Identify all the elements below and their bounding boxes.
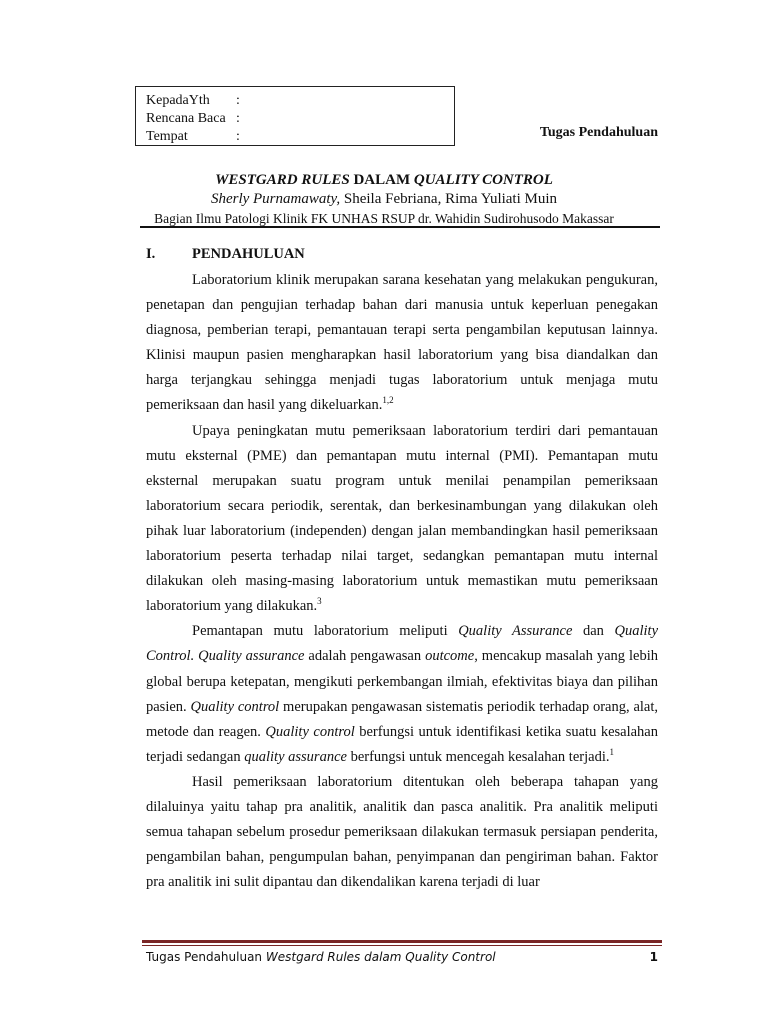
footer-divider-thick bbox=[142, 940, 662, 943]
italic-term: Quality control bbox=[190, 698, 280, 715]
body-text bbox=[146, 268, 658, 895]
authors bbox=[0, 190, 768, 209]
text-run: merupakan pengawasan sistematis periodik terhadap orang, alat, metode dan reagen. bbox=[146, 698, 658, 740]
paragraph-2 bbox=[146, 419, 658, 620]
title-part-qc: QUALITY CONTROL bbox=[413, 172, 553, 188]
italic-term: Quality control bbox=[265, 723, 355, 740]
citation: 1 bbox=[609, 746, 614, 757]
info-row-rencana-baca bbox=[146, 110, 444, 128]
info-label: KepadaYth bbox=[146, 93, 210, 108]
info-colon: : bbox=[236, 111, 240, 126]
italic-term: Quality Assurance bbox=[458, 623, 573, 640]
text-run: berfungsi untuk mencegah kesalahan terjadi. bbox=[346, 748, 610, 765]
title-block bbox=[0, 170, 768, 228]
footer-italic-title: Westgard Rules dalam Quality Control bbox=[265, 950, 496, 964]
info-label: Rencana Baca bbox=[146, 111, 226, 126]
section-title: PENDAHULUAN bbox=[192, 246, 305, 262]
other-authors: Sheila Febriana, Rima Yuliati Muin bbox=[340, 191, 558, 207]
citation: 1,2 bbox=[382, 395, 394, 406]
italic-term: quality assurance bbox=[244, 748, 347, 765]
footer-label: Tugas Pendahuluan bbox=[146, 950, 263, 964]
paragraph-1 bbox=[146, 268, 658, 419]
footer-title bbox=[146, 950, 496, 964]
page-number: 1 bbox=[649, 950, 658, 964]
title-part-westgard: WESTGARD RULES bbox=[215, 172, 350, 188]
citation: 3 bbox=[317, 596, 322, 607]
paragraph-text: Hasil pemeriksaan laboratorium ditentukan oleh beberapa tahapan yang dilaluinya yaitu tahap pra analitik, analitik dan pasca analitik. Pra analitik meliputi semua tahapan sebelum prosedur pemeriksaan dilakukan termasuk persiapan penderita, pengambilan bahan, pengumpulan bahan, penyimpanan dan pengiriman bahan. Faktor pra analitik ini sulit dipantau dan dikendalikan karena terjadi di luar bbox=[146, 773, 658, 891]
italic-term: outcome bbox=[425, 648, 475, 665]
info-row-tempat bbox=[146, 128, 444, 146]
paragraph-3 bbox=[146, 619, 658, 770]
section-heading bbox=[146, 246, 305, 263]
paragraph-text: Laboratorium klinik merupakan sarana kesehatan yang melakukan pengukuran, penetapan dan pengujian terhadap bahan dari manusia untuk keperluan penegakan diagnosa, pemberian terapi, pemantauan terapi serta pengambilan keputusan lainnya. Klinisi maupun pasien mengharapkan hasil laboratorium yang bisa diandalkan dan harga terjangkau sehingga menjadi tugas laboratorium untuk menjaga mutu pemeriksaan dan hasil yang dikeluarkan. bbox=[146, 272, 658, 414]
paragraph-text: Upaya peningkatan mutu pemeriksaan laboratorium terdiri dari pemantauan mutu eksternal (PME) dan pemantapan mutu internal (PMI). Pemantapan mutu eksternal merupakan suatu program untuk menilai penampilan pemeriksaan laboratorium secara periodik, serentak, dan berkesinambungan yang dilakukan oleh pihak luar laboratorium (independen) dengan jalan membandingkan hasil pemeriksaan laboratorium peserta terhadap nilai target, sedangkan pemantapan mutu internal dilakukan oleh masing-masing laboratorium untuk memastikan mutu pemeriksaan laboratorium yang dilakukan. bbox=[146, 422, 658, 615]
title-part-dalam: DALAM bbox=[349, 172, 414, 188]
first-author: Sherly Purnamawaty, bbox=[210, 191, 341, 207]
section-number: I. bbox=[146, 246, 156, 262]
document-type-label: Tugas Pendahuluan bbox=[539, 125, 658, 140]
affiliation: Bagian Ilmu Patologi Klinik FK UNHAS RSUP dr. Wahidin Sudirohusodo Makassar bbox=[154, 211, 614, 226]
info-label: Tempat bbox=[146, 129, 188, 144]
document-title bbox=[0, 170, 768, 190]
text-run: berfungsi untuk identifikasi ketika suatu kesalahan terjadi sedangan bbox=[146, 723, 658, 765]
text-run: adalah pengawasan bbox=[304, 648, 426, 665]
italic-term: Quality Control. Quality assurance bbox=[146, 623, 659, 665]
paragraph-4 bbox=[146, 770, 658, 895]
info-row-kepada bbox=[146, 92, 444, 110]
page-footer bbox=[146, 950, 658, 964]
header-divider bbox=[140, 226, 660, 228]
footer-divider-thin bbox=[142, 945, 662, 946]
text-run: , mencakup masalah yang lebih global berupa ketepatan, mengikuti perkembangan ilmiah, efektivitas biaya dan pilihan pasien. bbox=[146, 648, 658, 715]
text-run: Pemantapan mutu laboratorium meliputi bbox=[192, 623, 459, 640]
text-run: dan bbox=[572, 623, 615, 640]
info-colon: : bbox=[236, 93, 240, 108]
info-colon: : bbox=[236, 129, 240, 144]
recipient-info-box bbox=[135, 86, 455, 146]
